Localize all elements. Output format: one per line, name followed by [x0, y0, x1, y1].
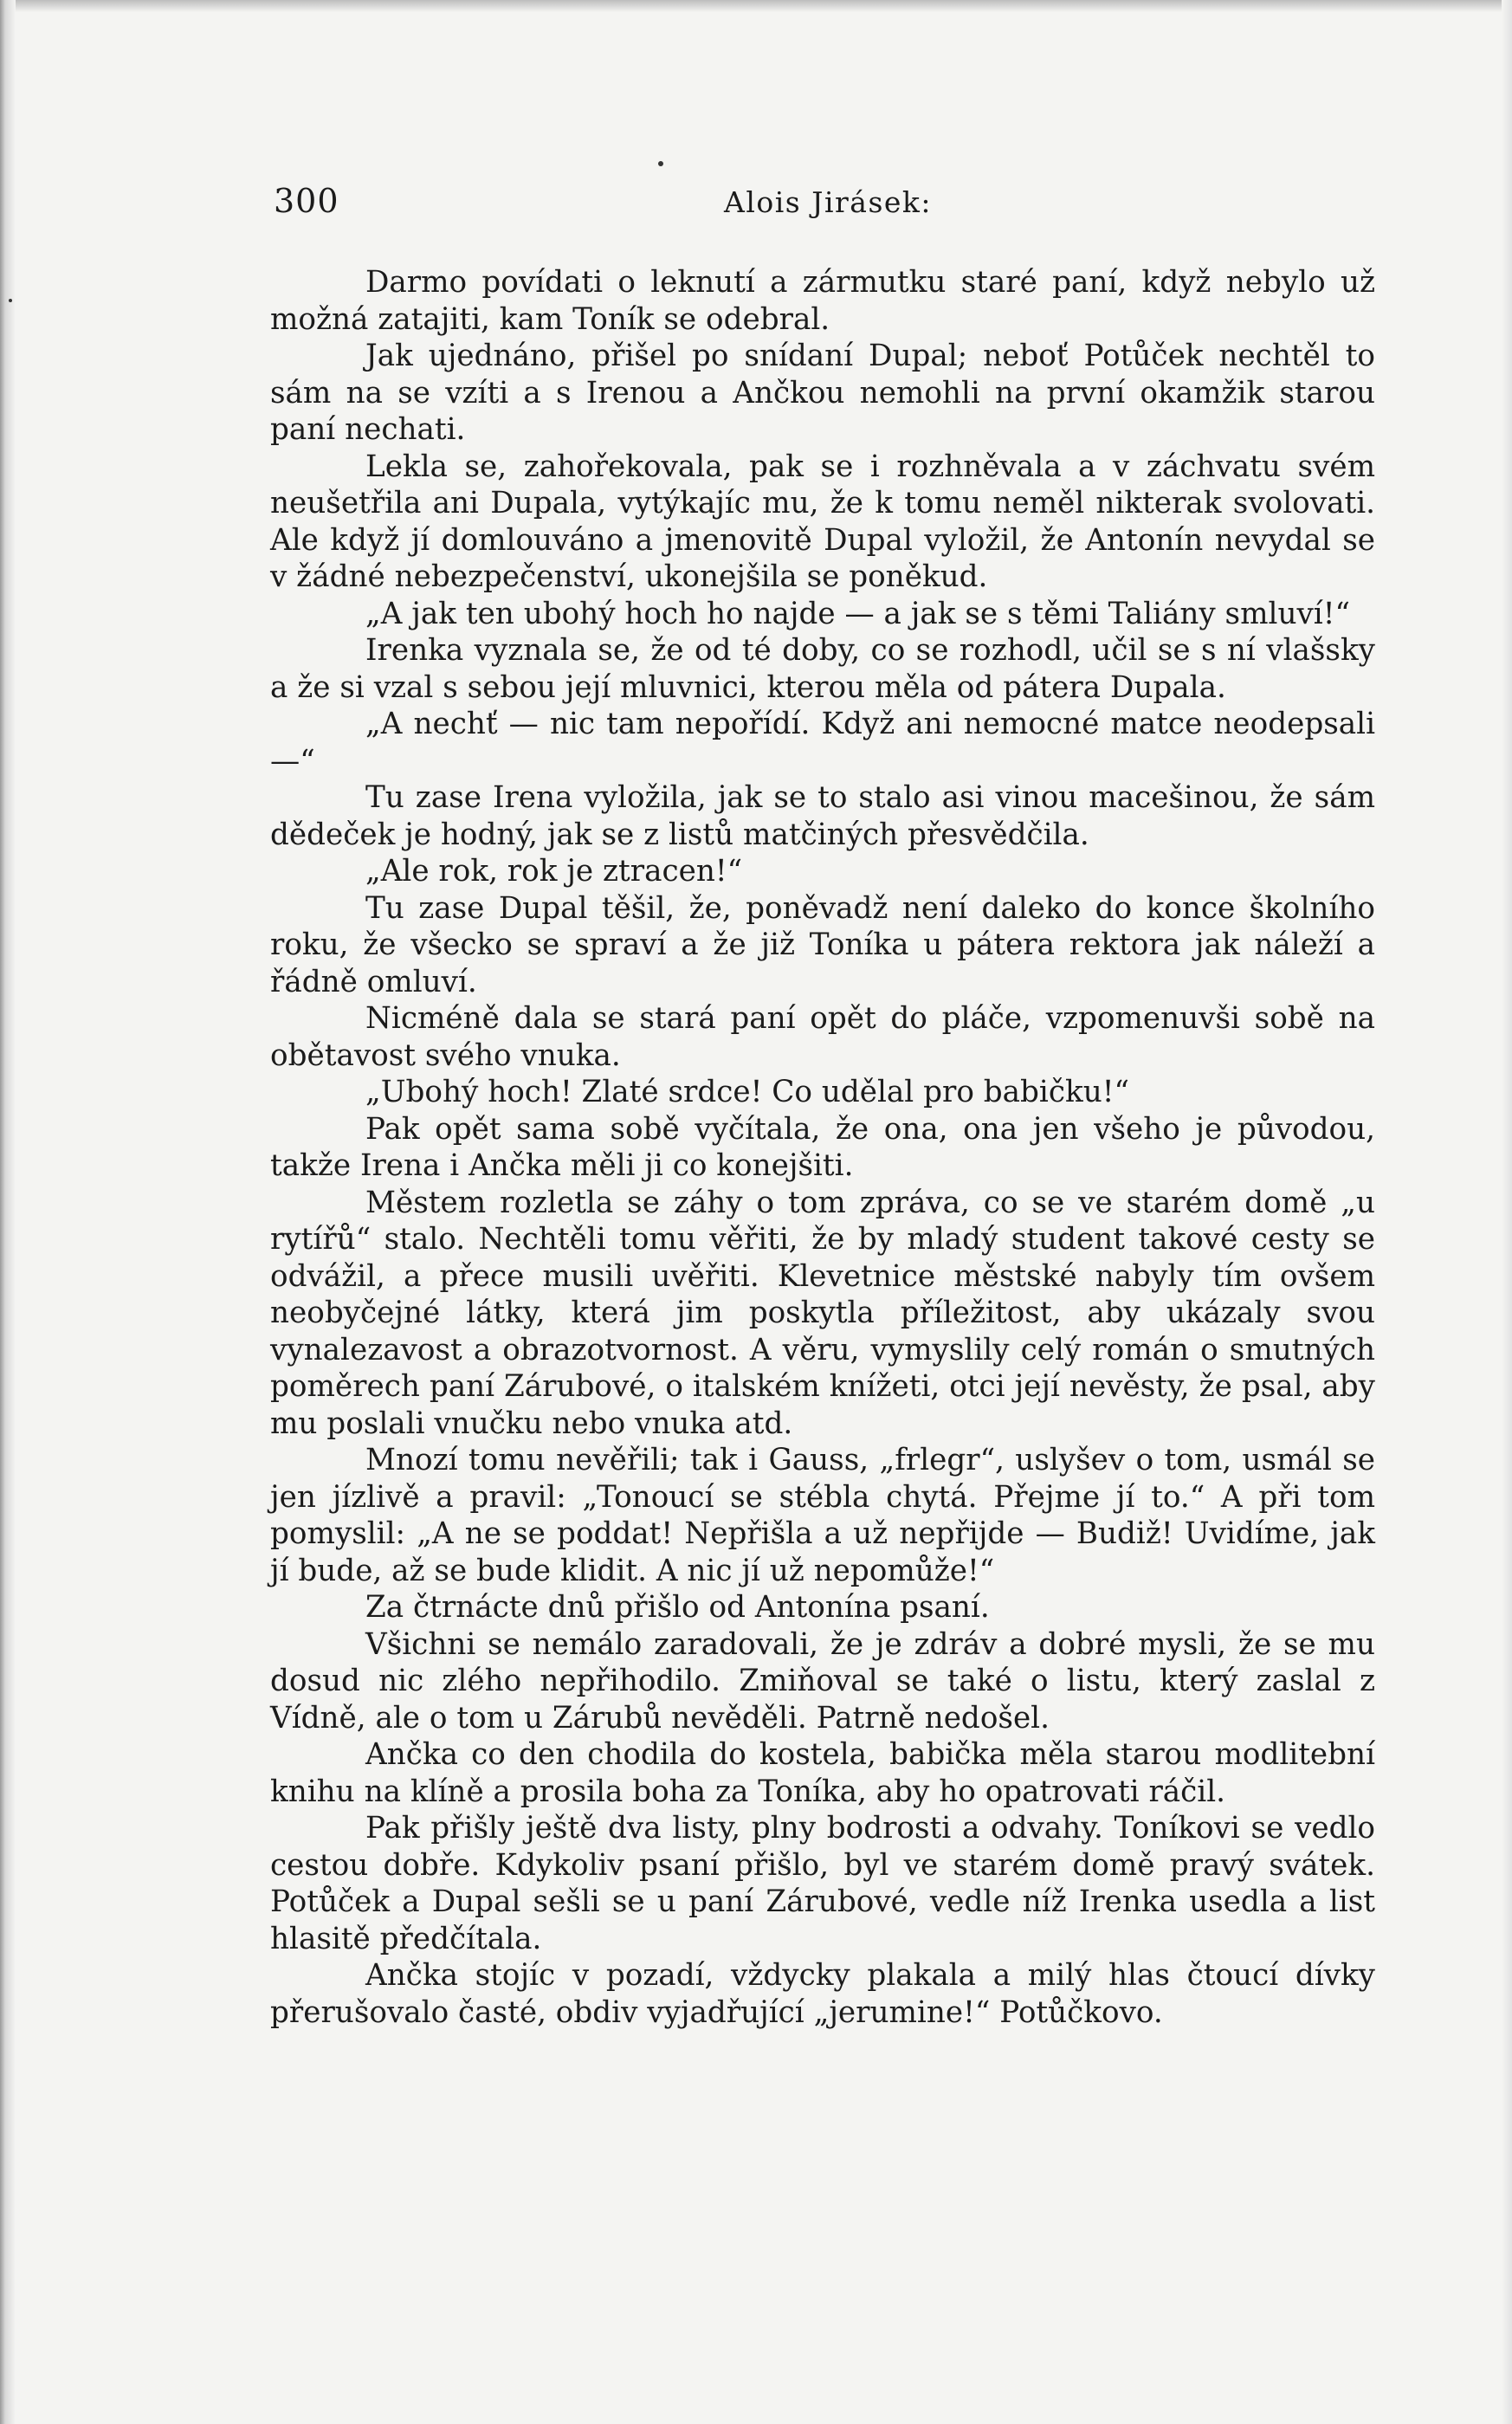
- paragraph: „Ubohý hoch! Zlaté srdce! Co udělal pro babičku!“: [365, 1075, 1129, 1109]
- running-head-author: Alois Jirásek:: [724, 185, 933, 219]
- paragraph: „A jak ten ubohý hoch ho najde — a jak se s těmi Taliány smluví!“: [365, 596, 1350, 631]
- ink-speck: [9, 299, 12, 302]
- paragraph: Nicméně dala se stará paní opět do pláče, vzpomenuvši sobě na obětavost svého vnuka.: [270, 1001, 1375, 1073]
- paragraph: „A nechť — nic tam nepořídí. Když ani nemocné matce neodepsali —“: [270, 707, 1375, 779]
- paragraph: Za čtrnácte dnů přišlo od Antonína psaní.: [365, 1590, 990, 1625]
- scan-border-top: [0, 0, 1512, 12]
- paragraph: Darmo povídati o leknutí a zármutku staré paní, když nebylo už možná zatajiti, kam Toník se odebral.: [270, 265, 1375, 337]
- scan-border-right: [1502, 0, 1512, 2424]
- paragraph: Všichni se nemálo zaradovali, že je zdráv a dobré mysli, že se mu dosud nic zlého nepřihodilo. Zmiňoval se také o listu, který zaslal z Vídně, ale o tom u Zárubů nevěděli. Patrně nedošel.: [270, 1626, 1375, 1736]
- paragraph: Tu zase Irena vyložila, jak se to stalo asi vinou macešinou, že sám dědeček je hodný, jak se z listů matčiných přesvědčila.: [270, 780, 1375, 852]
- paragraph: Jak ujednáno, přišel po snídaní Dupal; neboť Potůček nechtěl to sám na se vzíti a s Irenou a Ančkou nemohli na první okamžik starou paní nechati.: [270, 339, 1375, 447]
- paragraph: Ančka co den chodila do kostela, babička měla starou modlitební knihu na klíně a prosila boha za Toníka, aby ho opatrovati ráčil.: [270, 1737, 1375, 1809]
- paragraph: Irenka vyznala se, že od té doby, co se rozhodl, učil se s ní vlašsky a že si vzal s sebou její mluvnici, kterou měla od pátera Dupala.: [270, 633, 1375, 705]
- paragraph: Tu zase Dupal těšil, že, poněvadž není daleko do konce školního roku, že všecko se spraví a že již Toníka u pátera rektora jak náleží a řádně omluví.: [270, 890, 1375, 999]
- paragraph: Pak přišly ještě dva listy, plny bodrosti a odvahy. Toníkovi se vedlo cestou dobře. Kdykoliv psaní přišlo, byl ve starém domě pravý svátek. Potůček a Dupal sešli se u paní Zárubové, vedle níž Irenka usedla a list hlasitě předčítala.: [270, 1811, 1375, 1956]
- ink-speck: [658, 161, 663, 166]
- paragraph: Ančka stojíc v pozadí, vždycky plakala a milý hlas čtoucí dívky přerušovalo časté, obdiv vyjadřující „jerumine!“ Potůčkovo.: [270, 1958, 1375, 2030]
- page-header: [274, 182, 1244, 230]
- paragraph: Městem rozletla se záhy o tom zpráva, co se ve starém domě „u rytířů“ stalo. Nechtěli tomu věřiti, že by mladý student takové cesty se odvážil, a přece musili uvěřiti. Klevetnice městské nabyly tím ovšem neobyčejné látky, která jim poskytla příležitost, aby ukázaly svou vynalezavost a obrazotvornost. A věru, vymyslily celý román o smutných poměrech paní Zárubové, o italském knížeti, otci její nevěsty, že psal, aby mu poslali vnučku nebo vnuka atd.: [270, 1185, 1375, 1441]
- body-text: [270, 264, 1375, 2031]
- page-number: 300: [274, 182, 339, 220]
- paragraph: Lekla se, zahořekovala, pak se i rozhněvala a v záchvatu svém neušetřila ani Dupala, vytýkajíc mu, že k tomu neměl nikterak svolovati. Ale když jí domlouváno a jmenovitě Dupal vyložil, že Antonín nevydal se v žádné nebezpečenství, ukonejšila se poněkud.: [270, 449, 1375, 594]
- paragraph: „Ale rok, rok je ztracen!“: [365, 854, 743, 889]
- scan-border-left: [0, 0, 16, 2424]
- paragraph: Mnozí tomu nevěřili; tak i Gauss, „frlegr“, uslyšev o tom, usmál se jen jízlivě a pravil: „Tonoucí se stébla chytá. Přejme jí to.“ A při tom pomyslil: „A ne se poddat! Nepřišla a už nepřijde — Budiž! Uvidíme, jak jí bude, až se bude klidit. A nic jí už nepomůže!“: [270, 1443, 1375, 1588]
- paragraph: Pak opět sama sobě vyčítala, že ona, ona jen všeho je původou, takže Irena i Ančka měli ji co konejšiti.: [270, 1111, 1375, 1183]
